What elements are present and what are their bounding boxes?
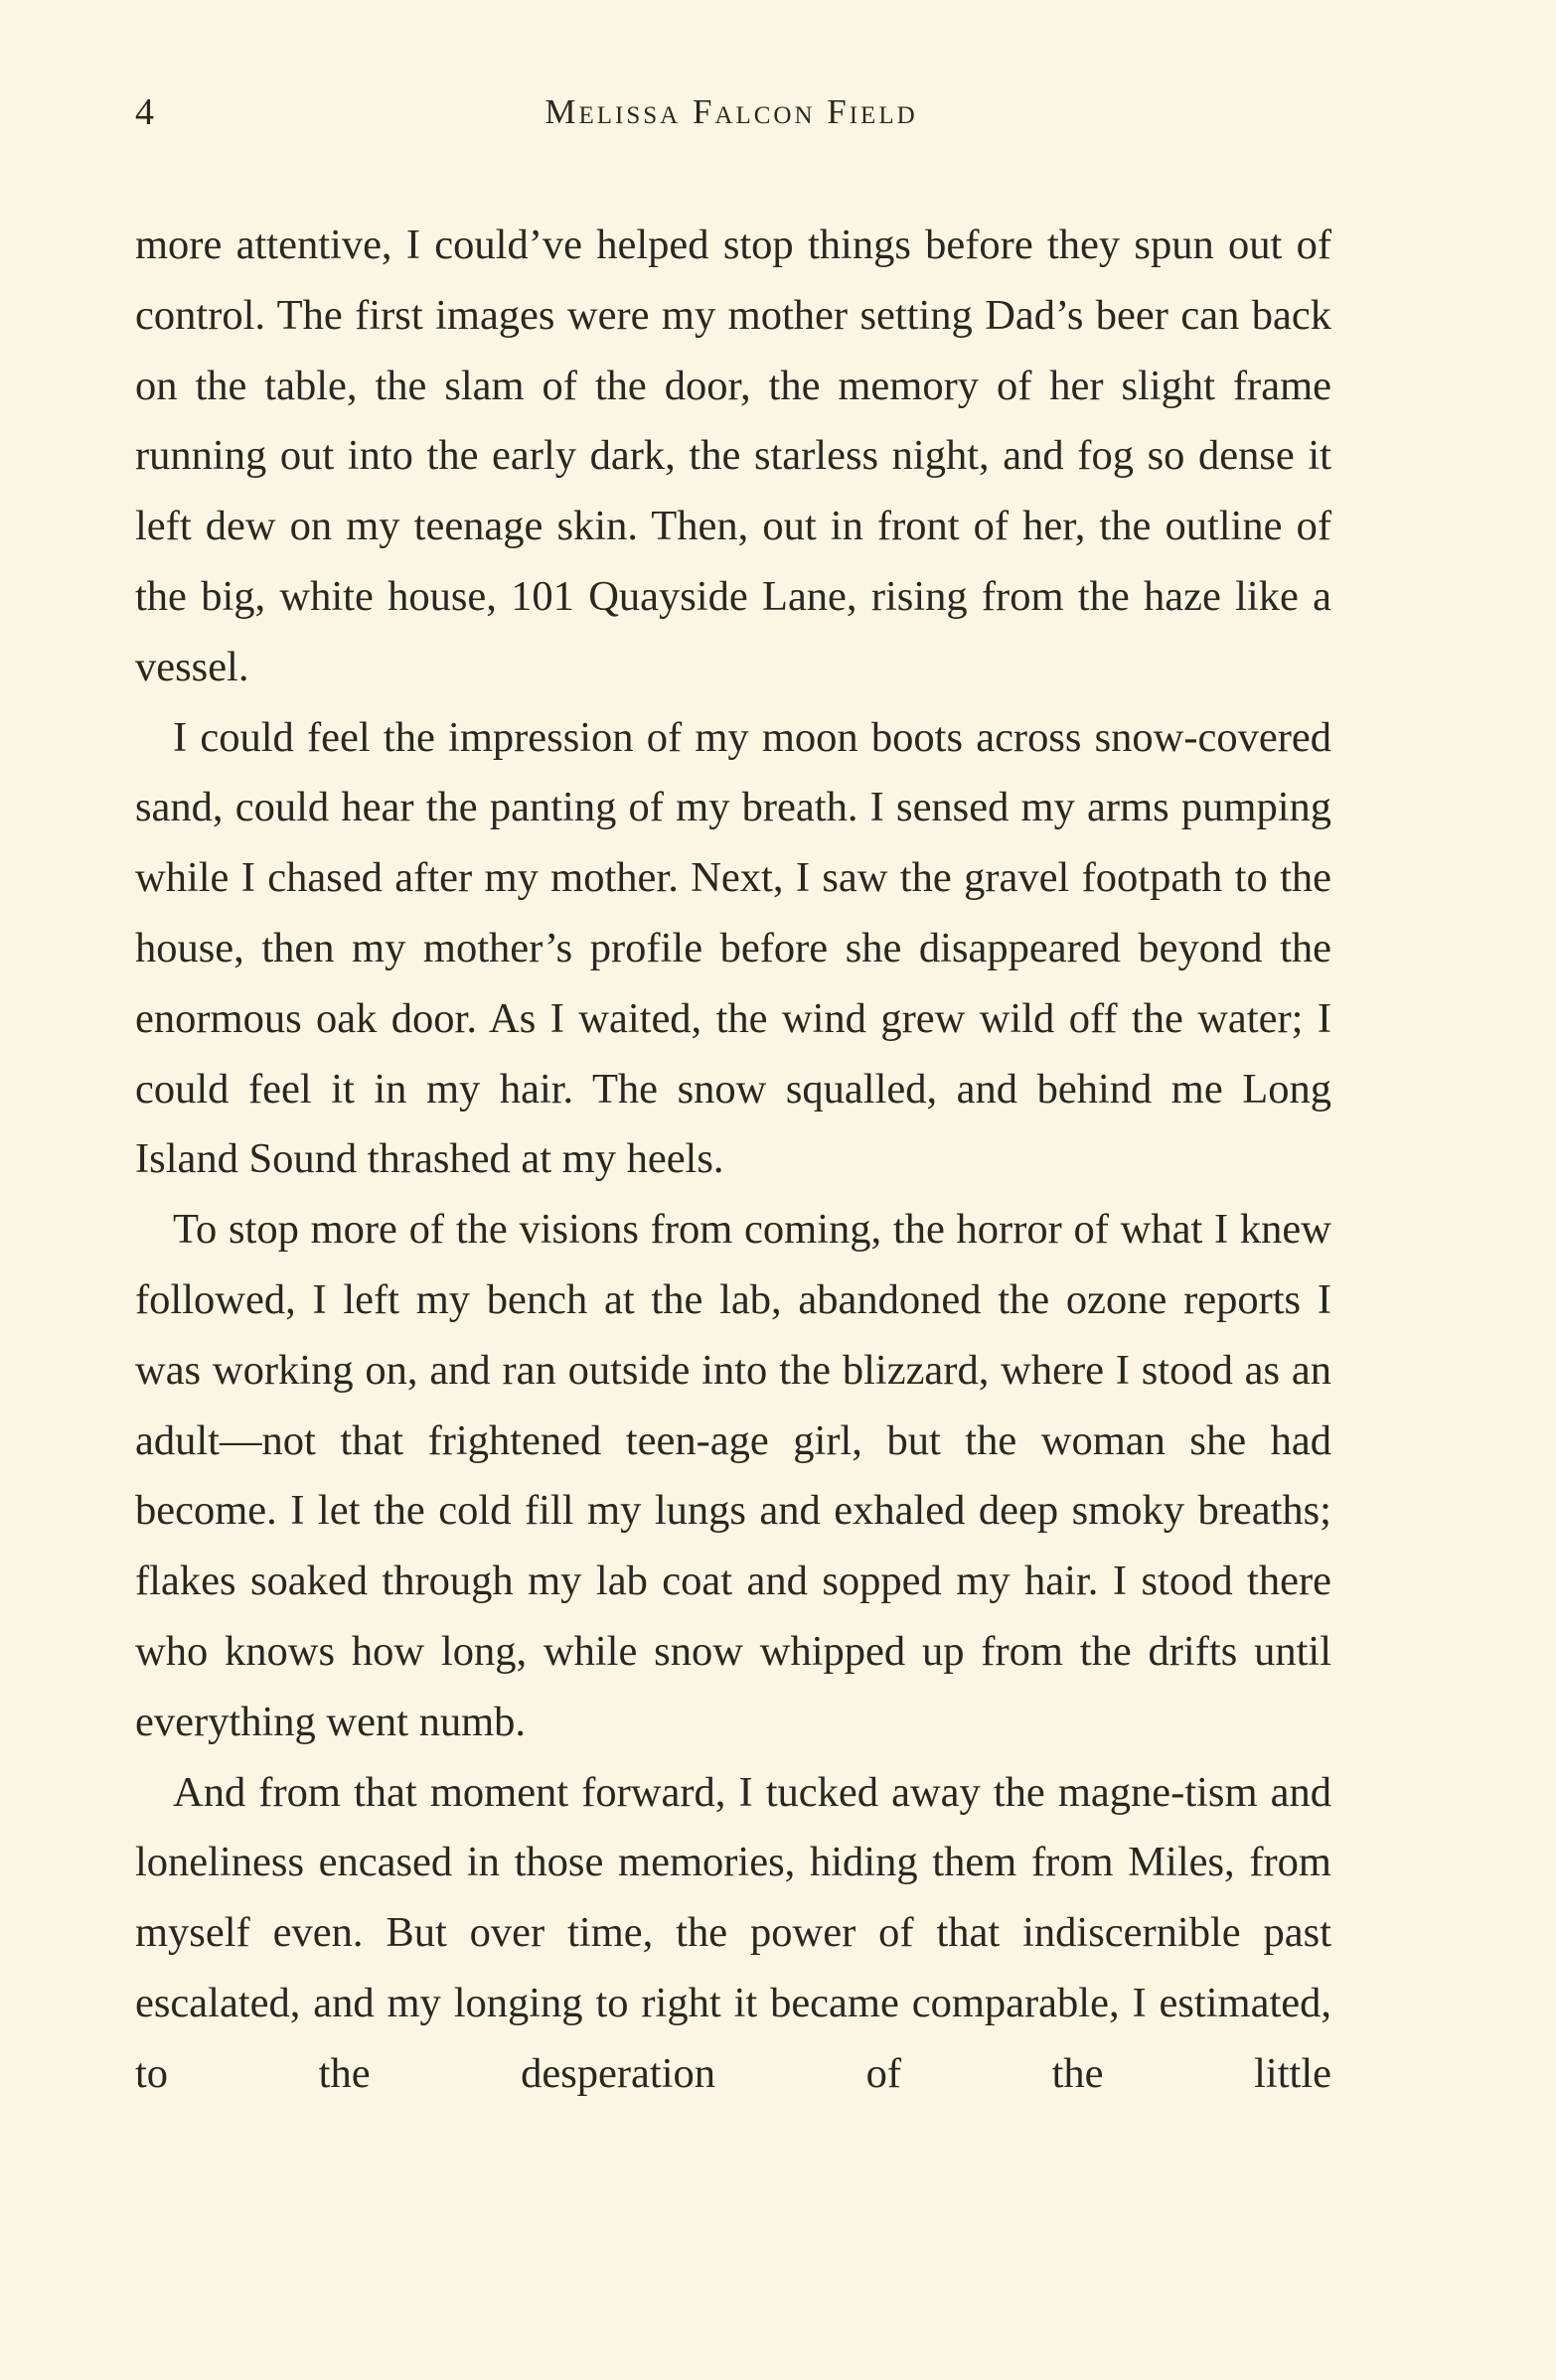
- body-text: [135, 211, 1331, 2110]
- paragraph-2: I could feel the impression of my moon boots across snow-covered sand, could hear the panting of my breath. I sensed my arms pumping while I chased after my mother. Next, I saw the gravel footpath to the house, then my mother’s profile before she disappeared beyond the enormous oak door. As I waited, the wind grew wild off the water; I could feel it in my hair. The snow squalled, and behind me Long Island Sound thrashed at my heels.: [135, 713, 1331, 1183]
- page-number: 4: [135, 91, 155, 133]
- paragraph-3: To stop more of the visions from coming, the horror of what I knew followed, I left my bench at the lab, abandoned the ozone reports I was working on, and ran outside into the blizzard, where I stood as an adult—not that frightened teen-age girl, but the woman she had become. I let the cold fill my lungs and exhaled deep smoky breaths; flakes soaked through my lab coat and sopped my hair. I stood there who knows how long, while snow whipped up from the drifts until everything went numb.: [135, 1206, 1331, 1745]
- running-head-author: Melissa Falcon Field: [545, 92, 918, 131]
- running-head: [131, 87, 1331, 137]
- paragraph-1: more attentive, I could’ve helped stop things before they spun out of control. The first images were my mother setting Dad’s beer can back on the table, the slam of the door, the memory of her slight frame running out into the early dark, the starless night, and fog so dense it left dew on my teenage skin. Then, out in front of her, the outline of the big, white house, 101 Quayside Lane, rising from the haze like a vessel.: [135, 222, 1331, 690]
- paragraph-4: And from that moment forward, I tucked away the magne-tism and loneliness encased in those memories, hiding them from Miles, from myself even. But over time, the power of that indiscernible past escalated, and my longing to right it became comparable, I estimated, to the desperation of the little: [135, 1768, 1331, 2097]
